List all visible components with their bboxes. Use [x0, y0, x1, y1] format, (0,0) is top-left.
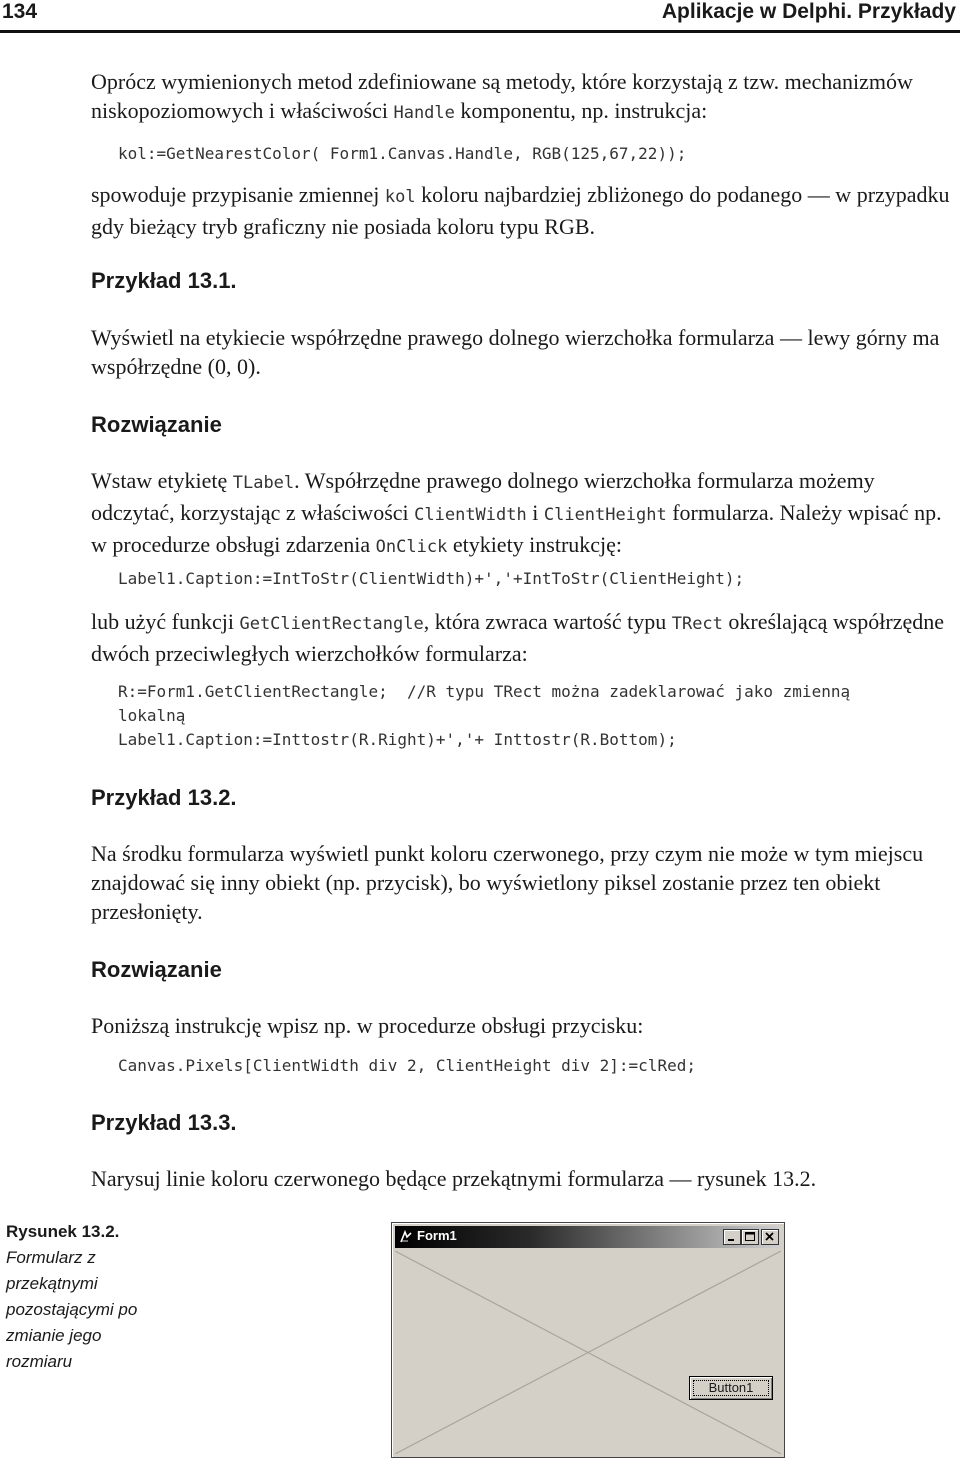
page-number: 134: [2, 0, 38, 23]
page-header: [0, 0, 960, 33]
solution-text: formularza. Należy wpisać np. w procedurze obsługi zdarzenia: [91, 500, 942, 557]
code-snippet: R:=Form1.GetClientRectangle; //R typu TRect można zadeklarować jako zmienną lokalną Label1.Caption:=Inttostr(R.Right)+','+ Inttostr(R.Bottom);: [118, 682, 851, 749]
close-button[interactable]: [761, 1229, 779, 1245]
intro-text: spowoduje przypisanie zmiennej: [91, 182, 385, 207]
solution-text: , która zwraca wartość typu: [423, 609, 672, 634]
intro-code-term: kol: [384, 187, 416, 207]
intro-code-term: Handle: [393, 103, 455, 123]
code-term: OnClick: [375, 537, 448, 557]
button1[interactable]: [689, 1376, 773, 1400]
form-window: [391, 1222, 785, 1458]
code-term: ClientHeight: [543, 505, 667, 525]
example-heading: Przykład 13.2.: [91, 785, 237, 810]
example-task: Narysuj linie koloru czerwonego będące przekątnymi formularza — rysunek 13.2.: [91, 1166, 817, 1191]
solution-heading: Rozwiązanie: [91, 957, 222, 982]
solution-text: lub użyć funkcji: [91, 609, 240, 634]
example-heading: Przykład 13.3.: [91, 1110, 237, 1135]
maximize-icon: [742, 1230, 758, 1244]
minimize-icon: [724, 1230, 740, 1244]
figure-caption-text: Formularz z przekątnymi pozostającymi po zmianie jego rozmiaru: [6, 1248, 138, 1371]
maximize-button[interactable]: [741, 1229, 759, 1245]
example-task: Na środku formularza wyświetl punkt koloru czerwonego, przy czym nie może w tym miejscu znajdować się inny obiekt (np. przycisk), bo wyświetlony piksel zostanie przez ten obiekt przesłonięty.: [91, 841, 924, 924]
minimize-button[interactable]: [723, 1229, 741, 1245]
solution-text: . Współrzędne prawego dolnego wierzchołka formularza możemy odczytać, korzystając z właściwości: [91, 468, 875, 525]
intro-text: komponentu, np. instrukcja:: [454, 98, 708, 123]
solution-text: i: [526, 500, 544, 525]
app-icon: [399, 1230, 413, 1244]
code-snippet: Label1.Caption:=IntToStr(ClientWidth)+','+IntToStr(ClientHeight);: [118, 569, 745, 588]
intro-code: kol:=GetNearestColor( Form1.Canvas.Handle, RGB(125,67,22));: [118, 144, 687, 163]
solution-paragraph: Poniższą instrukcję wpisz np. w procedurze obsługi przycisku:: [91, 1013, 644, 1038]
solution-paragraph: [91, 466, 957, 562]
diagonals-canvas: [395, 1251, 781, 1454]
intro-paragraph: [91, 67, 957, 128]
code-term: ClientWidth: [414, 505, 527, 525]
code-term: GetClientRectangle: [239, 614, 424, 634]
solution-text: określającą współrzędne dwóch przeciwległych wierzchołków formularza:: [91, 609, 945, 666]
solution-heading: Rozwiązanie: [91, 412, 222, 437]
code-term: TRect: [671, 614, 723, 634]
code-snippet: Canvas.Pixels[ClientWidth div 2, ClientHeight div 2]:=clRed;: [118, 1056, 696, 1075]
solution-paragraph-2: [91, 607, 957, 668]
button1-label: Button1: [693, 1380, 769, 1396]
form-client-area: [395, 1251, 781, 1454]
figure-caption: [6, 1219, 156, 1375]
close-icon: [762, 1230, 778, 1244]
code-term: TLabel: [232, 473, 295, 493]
window-title: Form1: [417, 1228, 457, 1243]
window-titlebar[interactable]: [395, 1226, 781, 1248]
solution-text: Wstaw etykietę: [91, 468, 233, 493]
solution-text: etykiety instrukcję:: [447, 532, 623, 557]
intro-paragraph-2: [91, 180, 957, 241]
example-task: Wyświetl na etykiecie współrzędne prawego dolnego wierzchołka formularza — lewy górny ma współrzędne (0, 0).: [91, 325, 940, 379]
example-heading: Przykład 13.1.: [91, 268, 237, 293]
figure-caption-title: Rysunek 13.2.: [6, 1222, 120, 1241]
intro-text: koloru najbardziej zbliżonego do podanego — w przypadku gdy bieżący tryb graficzny nie posiada koloru typu RGB.: [91, 182, 950, 239]
intro-text: Oprócz wymienionych metod zdefiniowane są metody, które korzystają z tzw. mechanizmów niskopoziomowych i właściwości: [91, 69, 913, 123]
running-title: Aplikacje w Delphi. Przykłady: [661, 0, 956, 23]
